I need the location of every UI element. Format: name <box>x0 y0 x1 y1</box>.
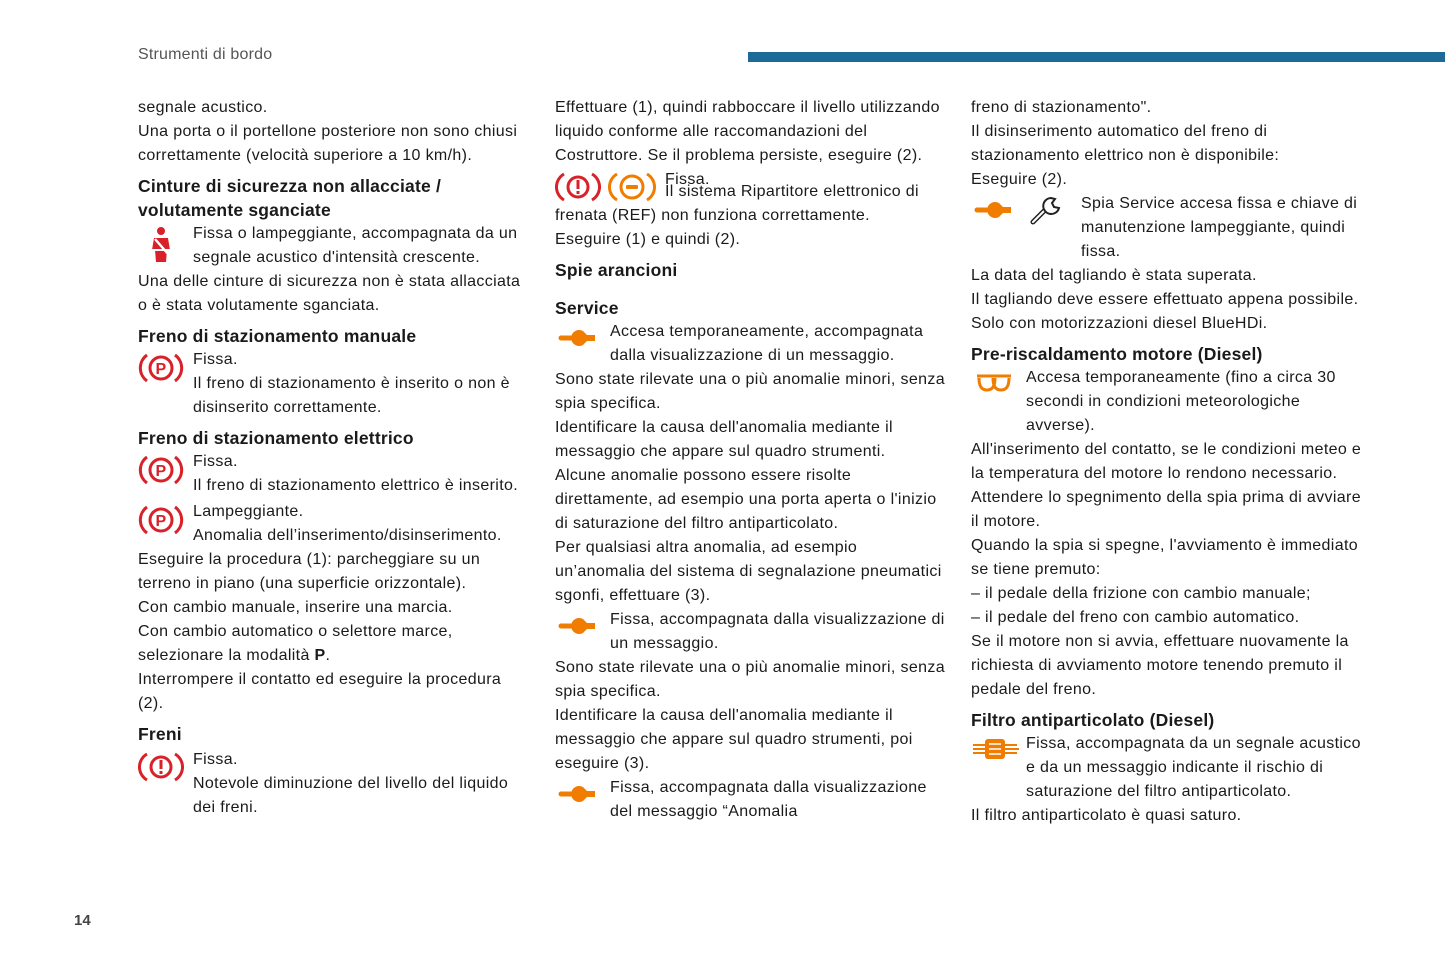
paragraph: Fissa o lampeggiante, accompagnata da un segnale acustico d'intensità crescente. <box>193 225 518 266</box>
paragraph: Sono state rilevate una o più anomalie minori, senza spia specifica. <box>555 371 945 412</box>
abs-warning-icon <box>607 170 657 204</box>
paragraph <box>193 348 528 420</box>
particulate-filter-icon <box>971 732 1026 804</box>
paragraph: Accesa temporaneamente (fino a circa 30 secondi in condizioni meteorologiche avverse). <box>1026 369 1336 434</box>
column-2 <box>555 96 947 824</box>
service-wrench-icon <box>555 608 610 656</box>
seatbelt-warning-block <box>138 222 528 270</box>
paragraph: Identificare la causa dell'anomalia mediante il messaggio che appare sul quadro strumenti. <box>555 419 893 460</box>
text: Con cambio automatico o selettore marce, selezionare la modalità <box>138 623 453 664</box>
paragraph: All'inserimento del contatto, se le condizioni meteo e la temperatura del motore lo rendono necessario. <box>971 441 1362 482</box>
paragraph <box>193 450 528 498</box>
paragraph: Il tagliando deve essere effettuato appena possibile. <box>971 291 1359 308</box>
text: . <box>325 647 331 664</box>
column-3 <box>971 96 1363 828</box>
text: Fissa. <box>193 751 238 768</box>
paragraph: Il sistema Ripartitore elettronico di frenata (REF) non funziona correttamente. <box>555 183 919 224</box>
maintenance-block <box>971 192 1363 264</box>
service-parking-brake-block <box>555 776 947 824</box>
paragraph: La data del tagliando è stata superata. <box>971 267 1257 284</box>
particulate-filter-block <box>971 732 1363 804</box>
ref-warning-icons <box>555 168 665 204</box>
seatbelt-warning-icon <box>138 222 193 270</box>
section-heading-electric-parking-brake: Freno di stazionamento elettrico <box>138 428 414 448</box>
parking-brake-icon <box>138 500 193 548</box>
header-title: Strumenti di bordo <box>138 46 273 63</box>
paragraph: Solo con motorizzazioni diesel BlueHDi. <box>971 315 1268 332</box>
paragraph: Interrompere il contatto ed eseguire la procedura (2). <box>138 671 502 712</box>
brake-warning-icon <box>138 748 193 820</box>
paragraph: Eseguire (1) e quindi (2). <box>555 231 741 248</box>
paragraph: freno di stazionamento". <box>971 99 1152 116</box>
maintenance-icons <box>971 192 1081 264</box>
service-wrench-icon <box>971 194 1017 224</box>
paragraph: Fissa, accompagnata dalla visualizzazione di un messaggio. <box>610 611 945 652</box>
paragraph: Identificare la causa dell'anomalia mediante il messaggio che appare sul quadro strumenti, poi eseguire (3). <box>555 707 913 772</box>
svg-text:P: P <box>155 513 167 530</box>
electric-parking-brake-flashing-block <box>138 500 528 548</box>
section-heading-manual-parking-brake: Freno di stazionamento manuale <box>138 326 417 346</box>
text: Notevole diminuzione del livello del liquido dei freni. <box>193 775 509 816</box>
paragraph: Il disinserimento automatico del freno di stazionamento elettrico non è disponibile: <box>971 123 1280 164</box>
paragraph: Sono state rilevate una o più anomalie minori, senza spia specifica. <box>555 659 945 700</box>
paragraph: Una porta o il portellone posteriore non sono chiusi correttamente (velocità superiore a 10 km/h). <box>138 123 518 164</box>
section-heading-seatbelts: Cinture di sicurezza non allacciate / volutamente sganciate <box>138 176 442 220</box>
paragraph: Eseguire la procedura (1): parcheggiare su un terreno in piano (una superficie orizzontale). <box>138 551 481 592</box>
service-wrench-icon <box>555 776 610 824</box>
brakes-block <box>138 748 528 820</box>
preheating-block <box>971 366 1363 438</box>
brake-warning-icon <box>555 170 601 204</box>
text: Il freno di stazionamento elettrico è inserito. <box>193 477 519 494</box>
paragraph <box>138 620 528 668</box>
section-heading-orange-warnings: Spie arancioni <box>555 260 678 280</box>
paragraph: segnale acustico. <box>138 99 268 116</box>
mode-p-label: P <box>314 647 326 664</box>
text: Il freno di stazionamento è inserito o non è disinserito correttamente. <box>193 375 510 416</box>
paragraph <box>193 500 528 548</box>
paragraph: Una delle cinture di sicurezza non è stata allacciata o è stata volutamente sganciata. <box>138 273 521 314</box>
parking-brake-icon <box>138 348 193 420</box>
paragraph <box>193 748 528 820</box>
paragraph: Attendere lo spegnimento della spia prima di avviare il motore. <box>971 489 1361 530</box>
text: Fissa. <box>665 171 710 188</box>
paragraph: Fissa, accompagnata dalla visualizzazione del messaggio “Anomalia <box>610 779 927 820</box>
paragraph: Fissa, accompagnata da un segnale acustico e da un messaggio indicante il rischio di saturazione del filtro antiparticolato. <box>1026 735 1361 800</box>
service-temporary-block <box>555 320 947 368</box>
paragraph: Per qualsiasi altra anomalia, ad esempio un’anomalia del sistema di segnalazione pneumatici sgonfi, effettuare (3). <box>555 539 942 604</box>
paragraph: Il filtro antiparticolato è quasi saturo. <box>971 807 1242 824</box>
text: Fissa. <box>193 453 238 470</box>
list-item: – il pedale del freno con cambio automatico. <box>971 609 1300 626</box>
svg-text:P: P <box>155 361 167 378</box>
list-item: – il pedale della frizione con cambio manuale; <box>971 585 1311 602</box>
section-heading-preheating: Pre-riscaldamento motore (Diesel) <box>971 344 1263 364</box>
electric-parking-brake-block <box>138 450 528 498</box>
svg-text:P: P <box>155 463 167 480</box>
maintenance-key-icon <box>1027 194 1067 228</box>
text: Anomalia dell’inserimento/disinserimento. <box>193 527 502 544</box>
manual-parking-brake-block <box>138 348 528 420</box>
text: Fissa. <box>193 351 238 368</box>
paragraph: Spia Service accesa fissa e chiave di manutenzione lampeggiante, quindi fissa. <box>1081 195 1358 260</box>
text: Lampeggiante. <box>193 503 304 520</box>
paragraph: Eseguire (2). <box>971 171 1068 188</box>
paragraph: Accesa temporaneamente, accompagnata dalla visualizzazione di un messaggio. <box>610 323 924 364</box>
service-wrench-icon <box>555 320 610 368</box>
page-number: 14 <box>74 912 91 929</box>
glow-plug-icon <box>971 366 1026 438</box>
parking-brake-icon <box>138 450 193 498</box>
column-1 <box>138 96 528 820</box>
header-bar <box>748 52 1445 62</box>
paragraph: Alcune anomalie possono essere risolte direttamente, ad esempio una porta aperta o l'inizio di saturazione del filtro antiparticolato. <box>555 467 937 532</box>
service-fixed-block <box>555 608 947 656</box>
paragraph: Se il motore non si avvia, effettuare nuovamente la richiesta di avviamento motore tenendo premuto il pedale del freno. <box>971 633 1349 698</box>
section-heading-brakes: Freni <box>138 724 182 744</box>
section-heading-service: Service <box>555 298 619 318</box>
section-heading-particulate-filter: Filtro antiparticolato (Diesel) <box>971 710 1215 730</box>
paragraph: Effettuare (1), quindi rabboccare il livello utilizzando liquido conforme alle raccomandazioni del Costruttore. Se il problema persiste, eseguire (2). <box>555 99 940 164</box>
paragraph: Quando la spia si spegne, l'avviamento è immediato se tiene premuto: <box>971 537 1358 578</box>
paragraph: Con cambio manuale, inserire una marcia. <box>138 599 453 616</box>
